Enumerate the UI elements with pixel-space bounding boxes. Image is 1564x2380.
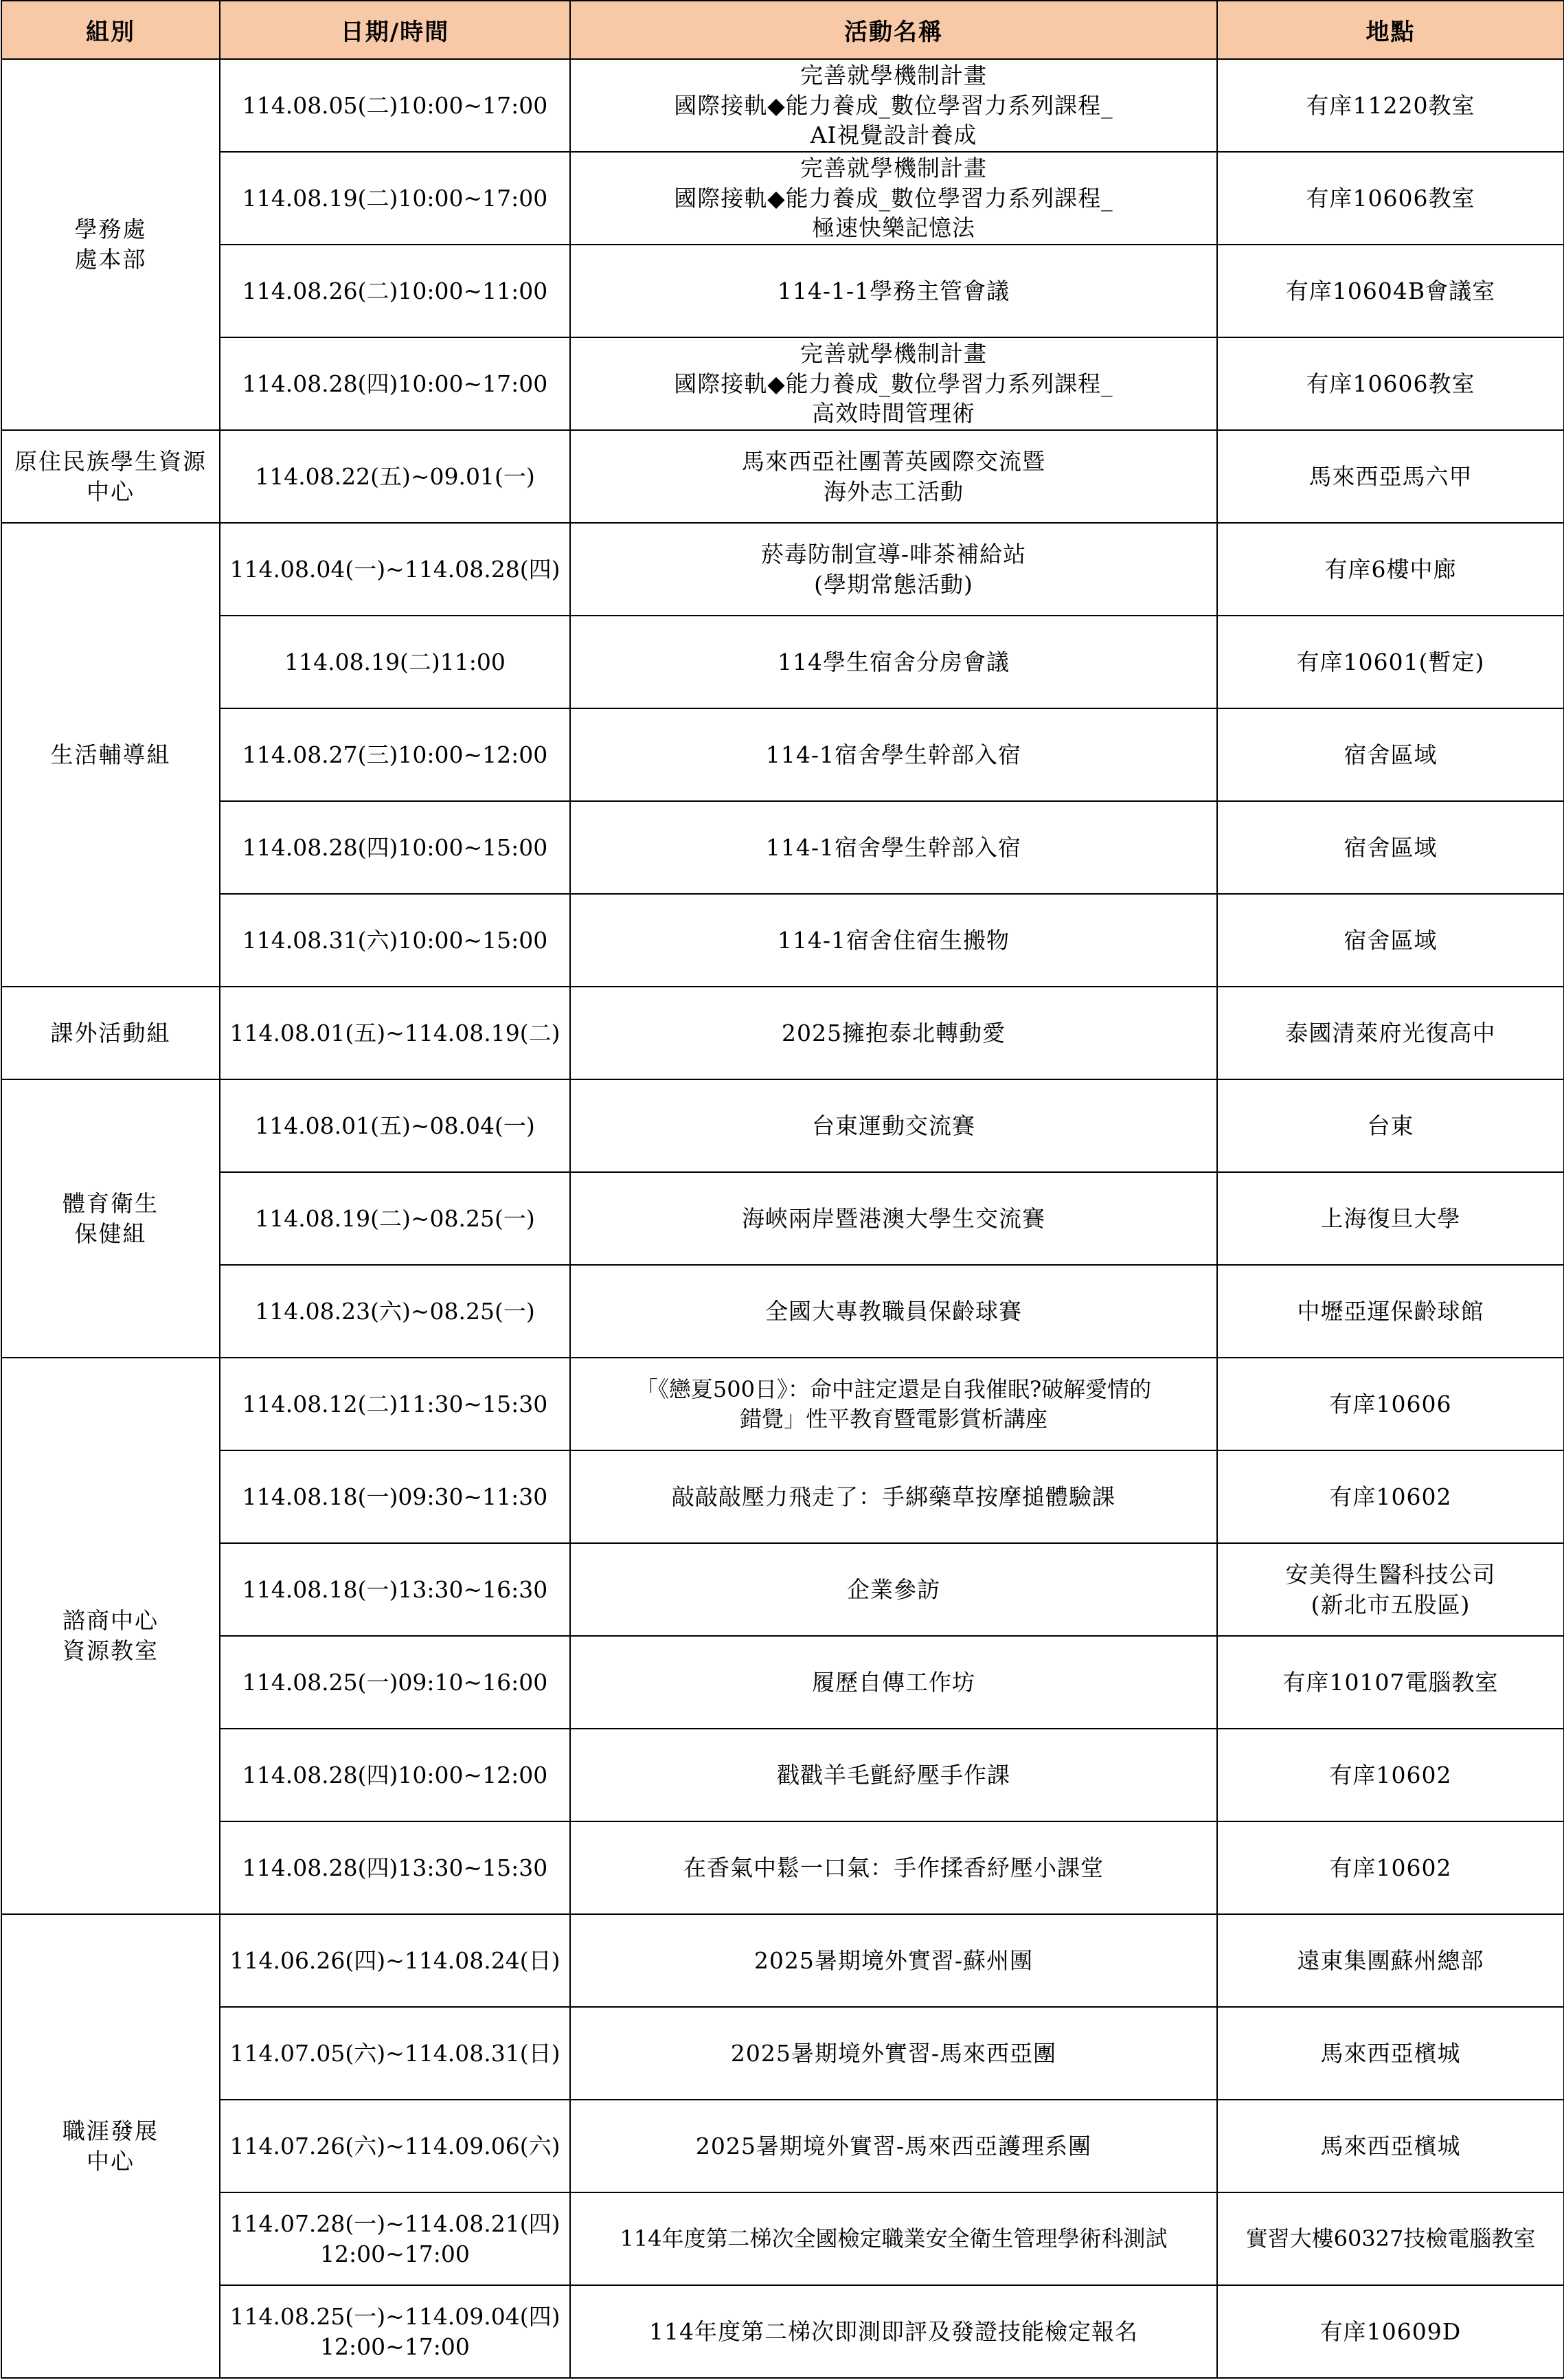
column-header-location: 地點 (1217, 1, 1564, 59)
table-row (1, 1914, 1564, 2007)
date-cell: 114.08.28(四)10:00~15:00 (220, 801, 570, 894)
activity-name-cell: 2025暑期境外實習-馬來西亞護理系團 (570, 2100, 1217, 2192)
table-row (1, 2007, 1564, 2100)
location-cell: 有庠10602 (1217, 1729, 1564, 1821)
group-cell: 體育衛生 保健組 (1, 1079, 220, 1358)
activity-name-cell: 在香氣中鬆一口氣：手作揉香紓壓小課堂 (570, 1821, 1217, 1914)
location-cell: 有庠10609D (1217, 2285, 1564, 2378)
table-row (1, 1172, 1564, 1265)
table-row (1, 337, 1564, 430)
location-cell: 實習大樓60327技檢電腦教室 (1217, 2192, 1564, 2285)
location-cell: 有庠10107電腦教室 (1217, 1636, 1564, 1729)
activity-name-cell: 2025暑期境外實習-馬來西亞團 (570, 2007, 1217, 2100)
date-cell: 114.08.19(二)~08.25(一) (220, 1172, 570, 1265)
date-cell: 114.08.23(六)~08.25(一) (220, 1265, 570, 1358)
location-cell: 馬來西亞檳城 (1217, 2007, 1564, 2100)
location-cell: 有庠10606教室 (1217, 152, 1564, 245)
group-cell: 諮商中心 資源教室 (1, 1358, 220, 1914)
activity-name-cell: 敲敲敲壓力飛走了：手綁藥草按摩搥體驗課 (570, 1450, 1217, 1543)
location-cell: 上海復旦大學 (1217, 1172, 1564, 1265)
table-row (1, 1450, 1564, 1543)
table-row (1, 523, 1564, 616)
location-cell: 安美得生醫科技公司 (新北市五股區) (1217, 1543, 1564, 1636)
group-cell: 職涯發展 中心 (1, 1914, 220, 2378)
activity-name-cell: 114-1宿舍學生幹部入宿 (570, 708, 1217, 801)
table-row (1, 1636, 1564, 1729)
date-cell: 114.08.28(四)10:00~12:00 (220, 1729, 570, 1821)
table-row (1, 245, 1564, 337)
activity-name-cell: 企業參訪 (570, 1543, 1217, 1636)
group-cell: 課外活動組 (1, 987, 220, 1079)
table-row (1, 616, 1564, 708)
activity-name-cell: 2025擁抱泰北轉動愛 (570, 987, 1217, 1079)
activity-name-cell: 完善就學機制計畫 國際接軌◆能力養成_數位學習力系列課程_ 極速快樂記憶法 (570, 152, 1217, 245)
activity-name-cell: 完善就學機制計畫 國際接軌◆能力養成_數位學習力系列課程_ AI視覺設計養成 (570, 59, 1217, 152)
date-cell: 114.07.28(一)~114.08.21(四) 12:00~17:00 (220, 2192, 570, 2285)
activity-name-cell: 戳戳羊毛氈紓壓手作課 (570, 1729, 1217, 1821)
date-cell: 114.08.28(四)10:00~17:00 (220, 337, 570, 430)
date-cell: 114.07.05(六)~114.08.31(日) (220, 2007, 570, 2100)
table-row (1, 708, 1564, 801)
date-cell: 114.08.26(二)10:00~11:00 (220, 245, 570, 337)
location-cell: 有庠10606 (1217, 1358, 1564, 1450)
location-cell: 宿舍區域 (1217, 708, 1564, 801)
activity-name-cell: 全國大專教職員保齡球賽 (570, 1265, 1217, 1358)
table-row (1, 1265, 1564, 1358)
activity-name-cell: 馬來西亞社團菁英國際交流暨 海外志工活動 (570, 430, 1217, 523)
column-header-activity-name: 活動名稱 (570, 1, 1217, 59)
activity-name-cell: 菸毒防制宣導-啡茶補給站 (學期常態活動) (570, 523, 1217, 616)
date-cell: 114.08.19(二)10:00~17:00 (220, 152, 570, 245)
table-row (1, 1821, 1564, 1914)
location-cell: 有庠10606教室 (1217, 337, 1564, 430)
location-cell: 有庠11220教室 (1217, 59, 1564, 152)
activity-name-cell: 114-1宿舍學生幹部入宿 (570, 801, 1217, 894)
date-cell: 114.08.31(六)10:00~15:00 (220, 894, 570, 987)
date-cell: 114.08.18(一)13:30~16:30 (220, 1543, 570, 1636)
location-cell: 遠東集團蘇州總部 (1217, 1914, 1564, 2007)
location-cell: 馬來西亞檳城 (1217, 2100, 1564, 2192)
location-cell: 有庠10602 (1217, 1821, 1564, 1914)
location-cell: 台東 (1217, 1079, 1564, 1172)
date-cell: 114.07.26(六)~114.09.06(六) (220, 2100, 570, 2192)
table-row (1, 2100, 1564, 2192)
activity-name-cell: 海峽兩岸暨港澳大學生交流賽 (570, 1172, 1217, 1265)
activity-name-cell: 114-1宿舍住宿生搬物 (570, 894, 1217, 987)
group-cell: 學務處 處本部 (1, 59, 220, 430)
header-row (1, 1, 1564, 59)
table-row (1, 1079, 1564, 1172)
date-cell: 114.08.18(一)09:30~11:30 (220, 1450, 570, 1543)
table-row (1, 152, 1564, 245)
date-cell: 114.08.27(三)10:00~12:00 (220, 708, 570, 801)
location-cell: 泰國清萊府光復高中 (1217, 987, 1564, 1079)
table-row (1, 2192, 1564, 2285)
date-cell: 114.08.19(二)11:00 (220, 616, 570, 708)
activity-name-cell: 114年度第二梯次即測即評及發證技能檢定報名 (570, 2285, 1217, 2378)
location-cell: 馬來西亞馬六甲 (1217, 430, 1564, 523)
activity-name-cell: 2025暑期境外實習-蘇州團 (570, 1914, 1217, 2007)
column-header-group: 組別 (1, 1, 220, 59)
location-cell: 中壢亞運保齡球館 (1217, 1265, 1564, 1358)
group-cell: 原住民族學生資源 中心 (1, 430, 220, 523)
table-row (1, 430, 1564, 523)
column-header-date: 日期/時間 (220, 1, 570, 59)
table-row (1, 1729, 1564, 1821)
date-cell: 114.08.28(四)13:30~15:30 (220, 1821, 570, 1914)
group-cell: 生活輔導組 (1, 523, 220, 987)
location-cell: 有庠10602 (1217, 1450, 1564, 1543)
location-cell: 有庠10601(暫定) (1217, 616, 1564, 708)
location-cell: 有庠6樓中廊 (1217, 523, 1564, 616)
activity-name-cell: 履歷自傳工作坊 (570, 1636, 1217, 1729)
date-cell: 114.08.01(五)~08.04(一) (220, 1079, 570, 1172)
table-row (1, 801, 1564, 894)
activity-name-cell: 完善就學機制計畫 國際接軌◆能力養成_數位學習力系列課程_ 高效時間管理術 (570, 337, 1217, 430)
activity-name-cell: 「《戀夏500日》：命中註定還是自我催眠?破解愛情的 錯覺」性平教育暨電影賞析講座 (570, 1358, 1217, 1450)
location-cell: 有庠10604B會議室 (1217, 245, 1564, 337)
activity-name-cell: 114-1-1學務主管會議 (570, 245, 1217, 337)
table-row (1, 2285, 1564, 2378)
location-cell: 宿舍區域 (1217, 894, 1564, 987)
date-cell: 114.06.26(四)~114.08.24(日) (220, 1914, 570, 2007)
activity-schedule-table (1, 0, 1564, 2379)
table-row (1, 1358, 1564, 1450)
date-cell: 114.08.25(一)09:10~16:00 (220, 1636, 570, 1729)
date-cell: 114.08.12(二)11:30~15:30 (220, 1358, 570, 1450)
table-row (1, 894, 1564, 987)
date-cell: 114.08.25(一)~114.09.04(四) 12:00~17:00 (220, 2285, 570, 2378)
date-cell: 114.08.01(五)~114.08.19(二) (220, 987, 570, 1079)
date-cell: 114.08.04(一)~114.08.28(四) (220, 523, 570, 616)
table-row (1, 1543, 1564, 1636)
activity-name-cell: 114學生宿舍分房會議 (570, 616, 1217, 708)
date-cell: 114.08.05(二)10:00~17:00 (220, 59, 570, 152)
location-cell: 宿舍區域 (1217, 801, 1564, 894)
table-row (1, 59, 1564, 152)
activity-name-cell: 114年度第二梯次全國檢定職業安全衛生管理學術科測試 (570, 2192, 1217, 2285)
activity-name-cell: 台東運動交流賽 (570, 1079, 1217, 1172)
date-cell: 114.08.22(五)~09.01(一) (220, 430, 570, 523)
table-row (1, 987, 1564, 1079)
